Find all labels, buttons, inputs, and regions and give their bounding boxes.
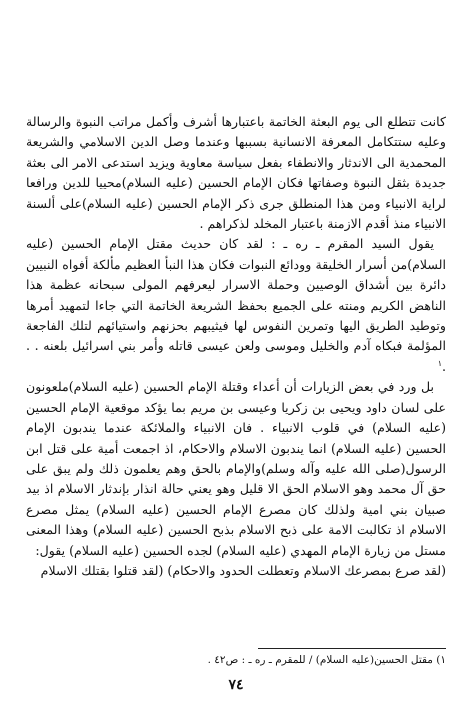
paragraph-2: [26, 234, 446, 377]
footnote-reference: ١: [437, 358, 442, 368]
page-number: ٧٤: [228, 677, 244, 693]
paragraph-1: كانت تتطلع الى يوم البعثة الخاتمة باعتبارها أشرف وأكمل مراتب النبوة والرسالة وعليه ستتكامل المعرفة الانسانية بسببها وعندما وصل الدين الاسلامي والشريعة المحمدية الى الاندثار والانطفاء بفعل سياسة معاوية ويزيد استدعى الامر الى بعثة جديدة بثقل النبوة وصفاتها فكان الإمام الحسين (عليه السلام)محييا للدين ورافعا لراية الانبياء ومن هذا المنطلق جرى ذكر الإمام الحسين (عليه السلام)على ألسنة الانبياء منذ أقدم الازمنة باعتبار المخلد لذكراهم .: [26, 114, 446, 232]
paragraph-2-text: يقول السيد المقرم ـ ره ـ : لقد كان حديث مقتل الإمام الحسين (عليه السلام)من أسرار الخليقة وودائع النبوات فكان هذا النبأ العظيم مألكة أفواه النبيين دائرة بين أشداق الوصيين وحملة الاسرار ليعرفهم المولى سبحانه عظمة هذا الناهض الكريم ومنته على الجميع بحفظ الشريعة الخاتمة التي جاءا لتمهيد أمرها وتوطيد الطريق اليها وتمرين النفوس لها فيثيبهم بحزنهم واستيائهم لتلك الفاجعة المؤلمة فبكاه آدم والخليل وموسى ولعن عيسى قاتله وأمر بني اسرائيل بلعنه . . .: [26, 236, 446, 374]
footnote-divider: [258, 648, 446, 649]
main-text: [26, 112, 446, 581]
paragraph-3: بل ورد في بعض الزيارات أن أعداء وقتلة الإمام الحسين (عليه السلام)ملعونون على لسان داود ويحيى بن زكريا وعيسى بن مريم بما يؤكد موقعية الإمام الحسين (عليه السلام) في قلوب الانبياء . فان الانبياء والملائكة عندما يندبون الإمام الحسين (عليه السلام) انما يندبون الاسلام والاحكام، اذ اجمعت أمية على قتل ابن الرسول(صلى الله عليه وآله وسلم)والإمام بالحق وهم يعلمون ذلك ولم يبق على حق آل محمد وهو الاسلام الحق الا قليل وهو يعني حالة انذار بإندثار الاسلام اذ بيد صبيان بني امية ولذلك كان مصرع الإمام الحسين (عليه السلام) يمثل مصرع الاسلام اذ تكالبت الامة على ذبح الاسلام بذبح الحسين (عليه السلام) وهذا المعنى مستل من زيارة الإمام المهدي (عليه السلام) لجده الحسين (عليه السلام) يقول:: [26, 379, 446, 558]
paragraph-4: (لقد صرع بمصرعك الاسلام وتعطلت الحدود والاحكام) (لقد قتلوا بقتلك الاسلام: [40, 562, 446, 578]
footnote: ١) مقتل الحسين(عليه السلام) / للمقرم ـ ره ـ : ص٤٢ .: [207, 654, 446, 666]
